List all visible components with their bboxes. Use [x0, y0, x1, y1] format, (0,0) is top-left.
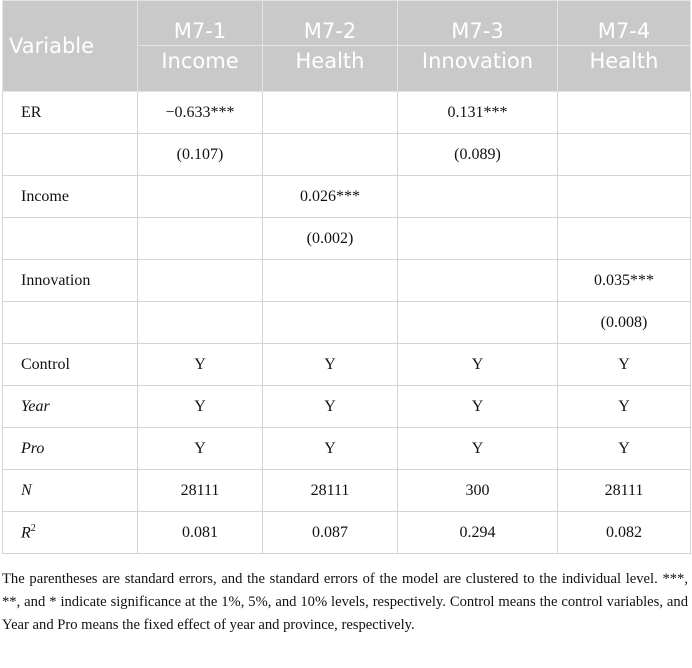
table-cell [558, 176, 691, 218]
row-label: Year [3, 386, 138, 428]
table-cell [3, 302, 138, 344]
table-cell [263, 260, 398, 302]
table-cell: 28111 [263, 470, 398, 512]
table-row [3, 260, 691, 302]
table-cell: Y [138, 344, 263, 386]
table-cell [138, 302, 263, 344]
row-label: Pro [3, 428, 138, 470]
table-cell [263, 302, 398, 344]
model-id-header: M7-3 [398, 1, 558, 46]
dependent-variable-header: Health [558, 46, 691, 92]
table-cell: 28111 [558, 470, 691, 512]
table-cell: Y [398, 386, 558, 428]
table-cell: 300 [398, 470, 558, 512]
table-cell [263, 134, 398, 176]
table-row [3, 176, 691, 218]
table-cell [138, 218, 263, 260]
table-cell: 0.035*** [558, 260, 691, 302]
table-cell: Y [138, 428, 263, 470]
table-cell: Y [263, 344, 398, 386]
table-cell [138, 260, 263, 302]
dependent-variable-header: Income [138, 46, 263, 92]
dependent-variable-header: Innovation [398, 46, 558, 92]
table-cell: Y [263, 428, 398, 470]
row-label: Control [3, 344, 138, 386]
dependent-variable-header: Health [263, 46, 398, 92]
table-row [3, 386, 691, 428]
table-cell [138, 176, 263, 218]
table-cell [3, 134, 138, 176]
table-cell: (0.008) [558, 302, 691, 344]
table-cell: Y [398, 344, 558, 386]
table-cell: 0.294 [398, 512, 558, 554]
table-cell [558, 92, 691, 134]
table-row [3, 512, 691, 554]
table-cell: (0.089) [398, 134, 558, 176]
table-row [3, 302, 691, 344]
table-cell [558, 218, 691, 260]
table-cell: Y [558, 428, 691, 470]
table-cell: 0.131*** [398, 92, 558, 134]
table-header [3, 1, 691, 92]
table-row [3, 134, 691, 176]
table-row [3, 92, 691, 134]
table-cell [3, 218, 138, 260]
table-cell: Y [138, 386, 263, 428]
table-cell: Y [398, 428, 558, 470]
table-row [3, 218, 691, 260]
r-squared-label: R [21, 524, 31, 542]
table-row [3, 470, 691, 512]
table-footnote: The parentheses are standard errors, and the standard errors of the model are clustered to the individual level. ***, **, and * indicate significance at the 1%, 5%, and 10% levels, respectively. Control means the control variables, and Year and Pro means the fixed effect of year and province, respectively. [2, 571, 688, 633]
variable-header: Variable [3, 1, 138, 92]
table-cell: 0.087 [263, 512, 398, 554]
table-cell: 28111 [138, 470, 263, 512]
table-cell: 0.082 [558, 512, 691, 554]
model-id-header: M7-1 [138, 1, 263, 46]
table-cell: Y [558, 344, 691, 386]
row-label: Innovation [3, 260, 138, 302]
model-id-header: M7-4 [558, 1, 691, 46]
table-cell: 0.081 [138, 512, 263, 554]
row-label: ER [3, 92, 138, 134]
table-cell: (0.107) [138, 134, 263, 176]
table-cell: 0.026*** [263, 176, 398, 218]
model-id-header: M7-2 [263, 1, 398, 46]
table-cell [398, 260, 558, 302]
table-cell [558, 134, 691, 176]
table-cell [398, 218, 558, 260]
table-row [3, 428, 691, 470]
r-squared-superscript: 2 [30, 522, 36, 534]
row-label: N [3, 470, 138, 512]
regression-table [2, 0, 691, 554]
table-cell [398, 176, 558, 218]
table-cell: (0.002) [263, 218, 398, 260]
table-row [3, 344, 691, 386]
table-cell [263, 92, 398, 134]
table-cell: Y [558, 386, 691, 428]
row-label: Income [3, 176, 138, 218]
table-cell [398, 302, 558, 344]
row-label [3, 512, 138, 554]
table-cell: −0.633*** [138, 92, 263, 134]
table-cell: Y [263, 386, 398, 428]
